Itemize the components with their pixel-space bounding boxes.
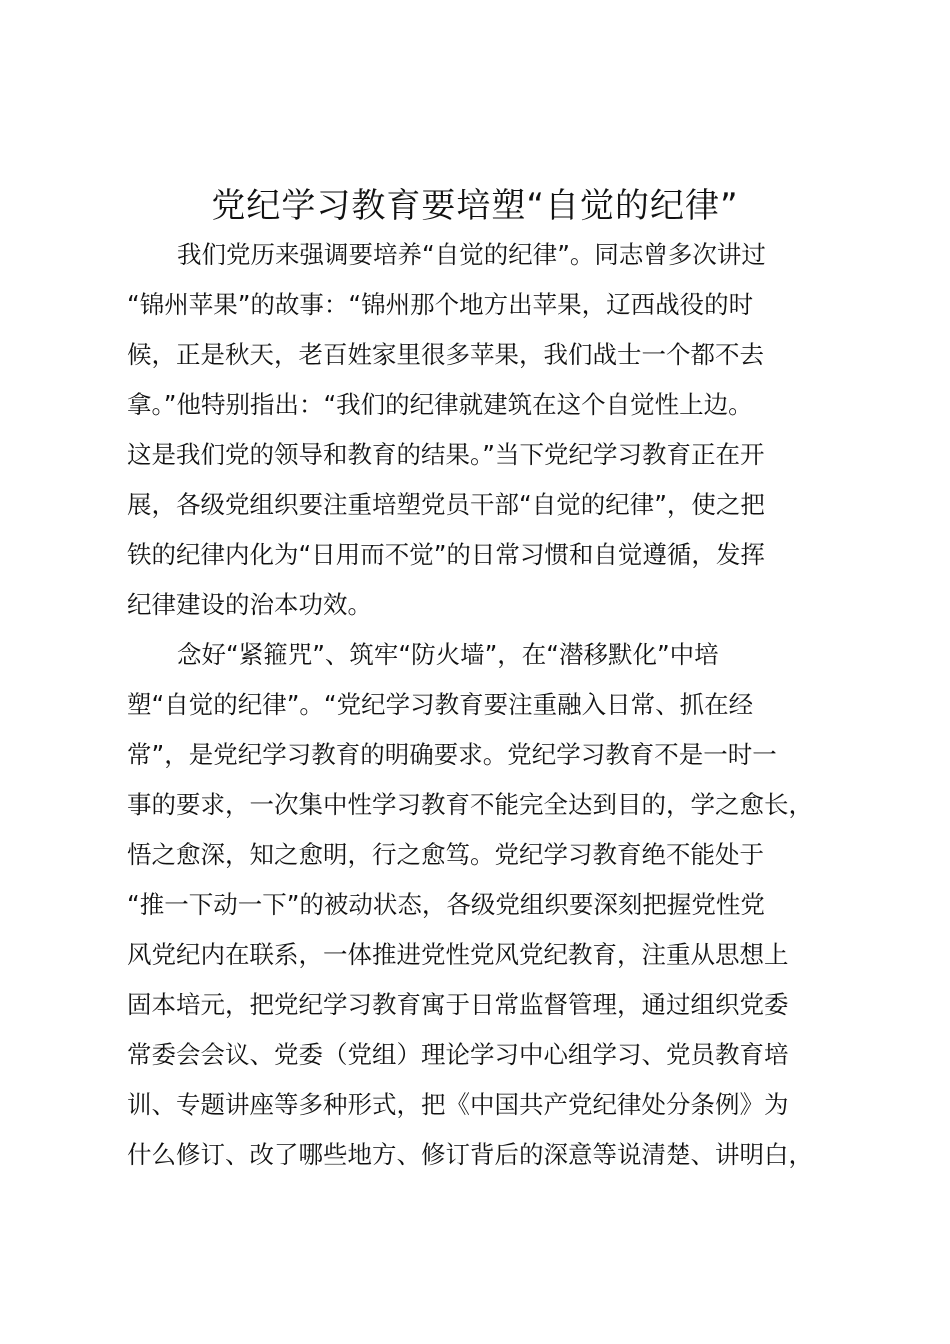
text-line: 展，各级党组织要注重培塑党员干部“自觉的纪律”，使之把 (127, 490, 765, 519)
text-line: 这是我们党的领导和教育的结果。”当下党纪学习教育正在开 (127, 440, 765, 469)
text-line: 事的要求，一次集中性学习教育不能完全达到目的，学之愈长， (127, 790, 813, 819)
text-line: 纪律建设的治本功效。 (127, 590, 372, 619)
text-line: 固本培元，把党纪学习教育寓于日常监督管理，通过组织党委 (127, 990, 789, 1019)
text-line: “锦州苹果”的故事：“锦州那个地方出苹果，辽西战役的时 (127, 290, 754, 319)
text-line: 风党纪内在联系，一体推进党性党风党纪教育，注重从思想上 (127, 940, 789, 969)
document-body (127, 230, 847, 1180)
text-line: 训、专题讲座等多种形式，把《中国共产党纪律处分条例》为 (127, 1090, 789, 1119)
text-line: 悟之愈深，知之愈明，行之愈笃。党纪学习教育绝不能处于 (127, 840, 764, 869)
text-line: 铁的纪律内化为“日用而不觉”的日常习惯和自觉遵循，发挥 (127, 540, 765, 569)
text-line: 什么修订、改了哪些地方、修订背后的深意等说清楚、讲明白， (127, 1140, 813, 1169)
text-line: 常委会会议、党委（党组）理论学习中心组学习、党员教育培 (127, 1040, 789, 1069)
text-line: 拿。”他特别指出：“我们的纪律就建筑在这个自觉性上边。 (127, 390, 753, 419)
text-line: 我们党历来强调要培养“自觉的纪律”。同志曾多次讲过 (177, 240, 766, 269)
document-title: 党纪学习教育要培塑“自觉的纪律” (211, 186, 739, 226)
text-line: “推一下动一下”的被动状态，各级党组织要深刻把握党性党 (127, 890, 765, 919)
text-line: 常”，是党纪学习教育的明确要求。党纪学习教育不是一时一 (127, 740, 777, 769)
text-line: 候，正是秋天，老百姓家里很多苹果，我们战士一个都不去 (127, 340, 764, 369)
text-line: 念好“紧箍咒”、筑牢“防火墙”，在“潜移默化”中培 (177, 640, 719, 669)
paragraph-1 (127, 230, 847, 630)
paragraph-2 (127, 630, 847, 1180)
text-line: 塑“自觉的纪律”。“党纪学习教育要注重融入日常、抓在经 (127, 690, 754, 719)
